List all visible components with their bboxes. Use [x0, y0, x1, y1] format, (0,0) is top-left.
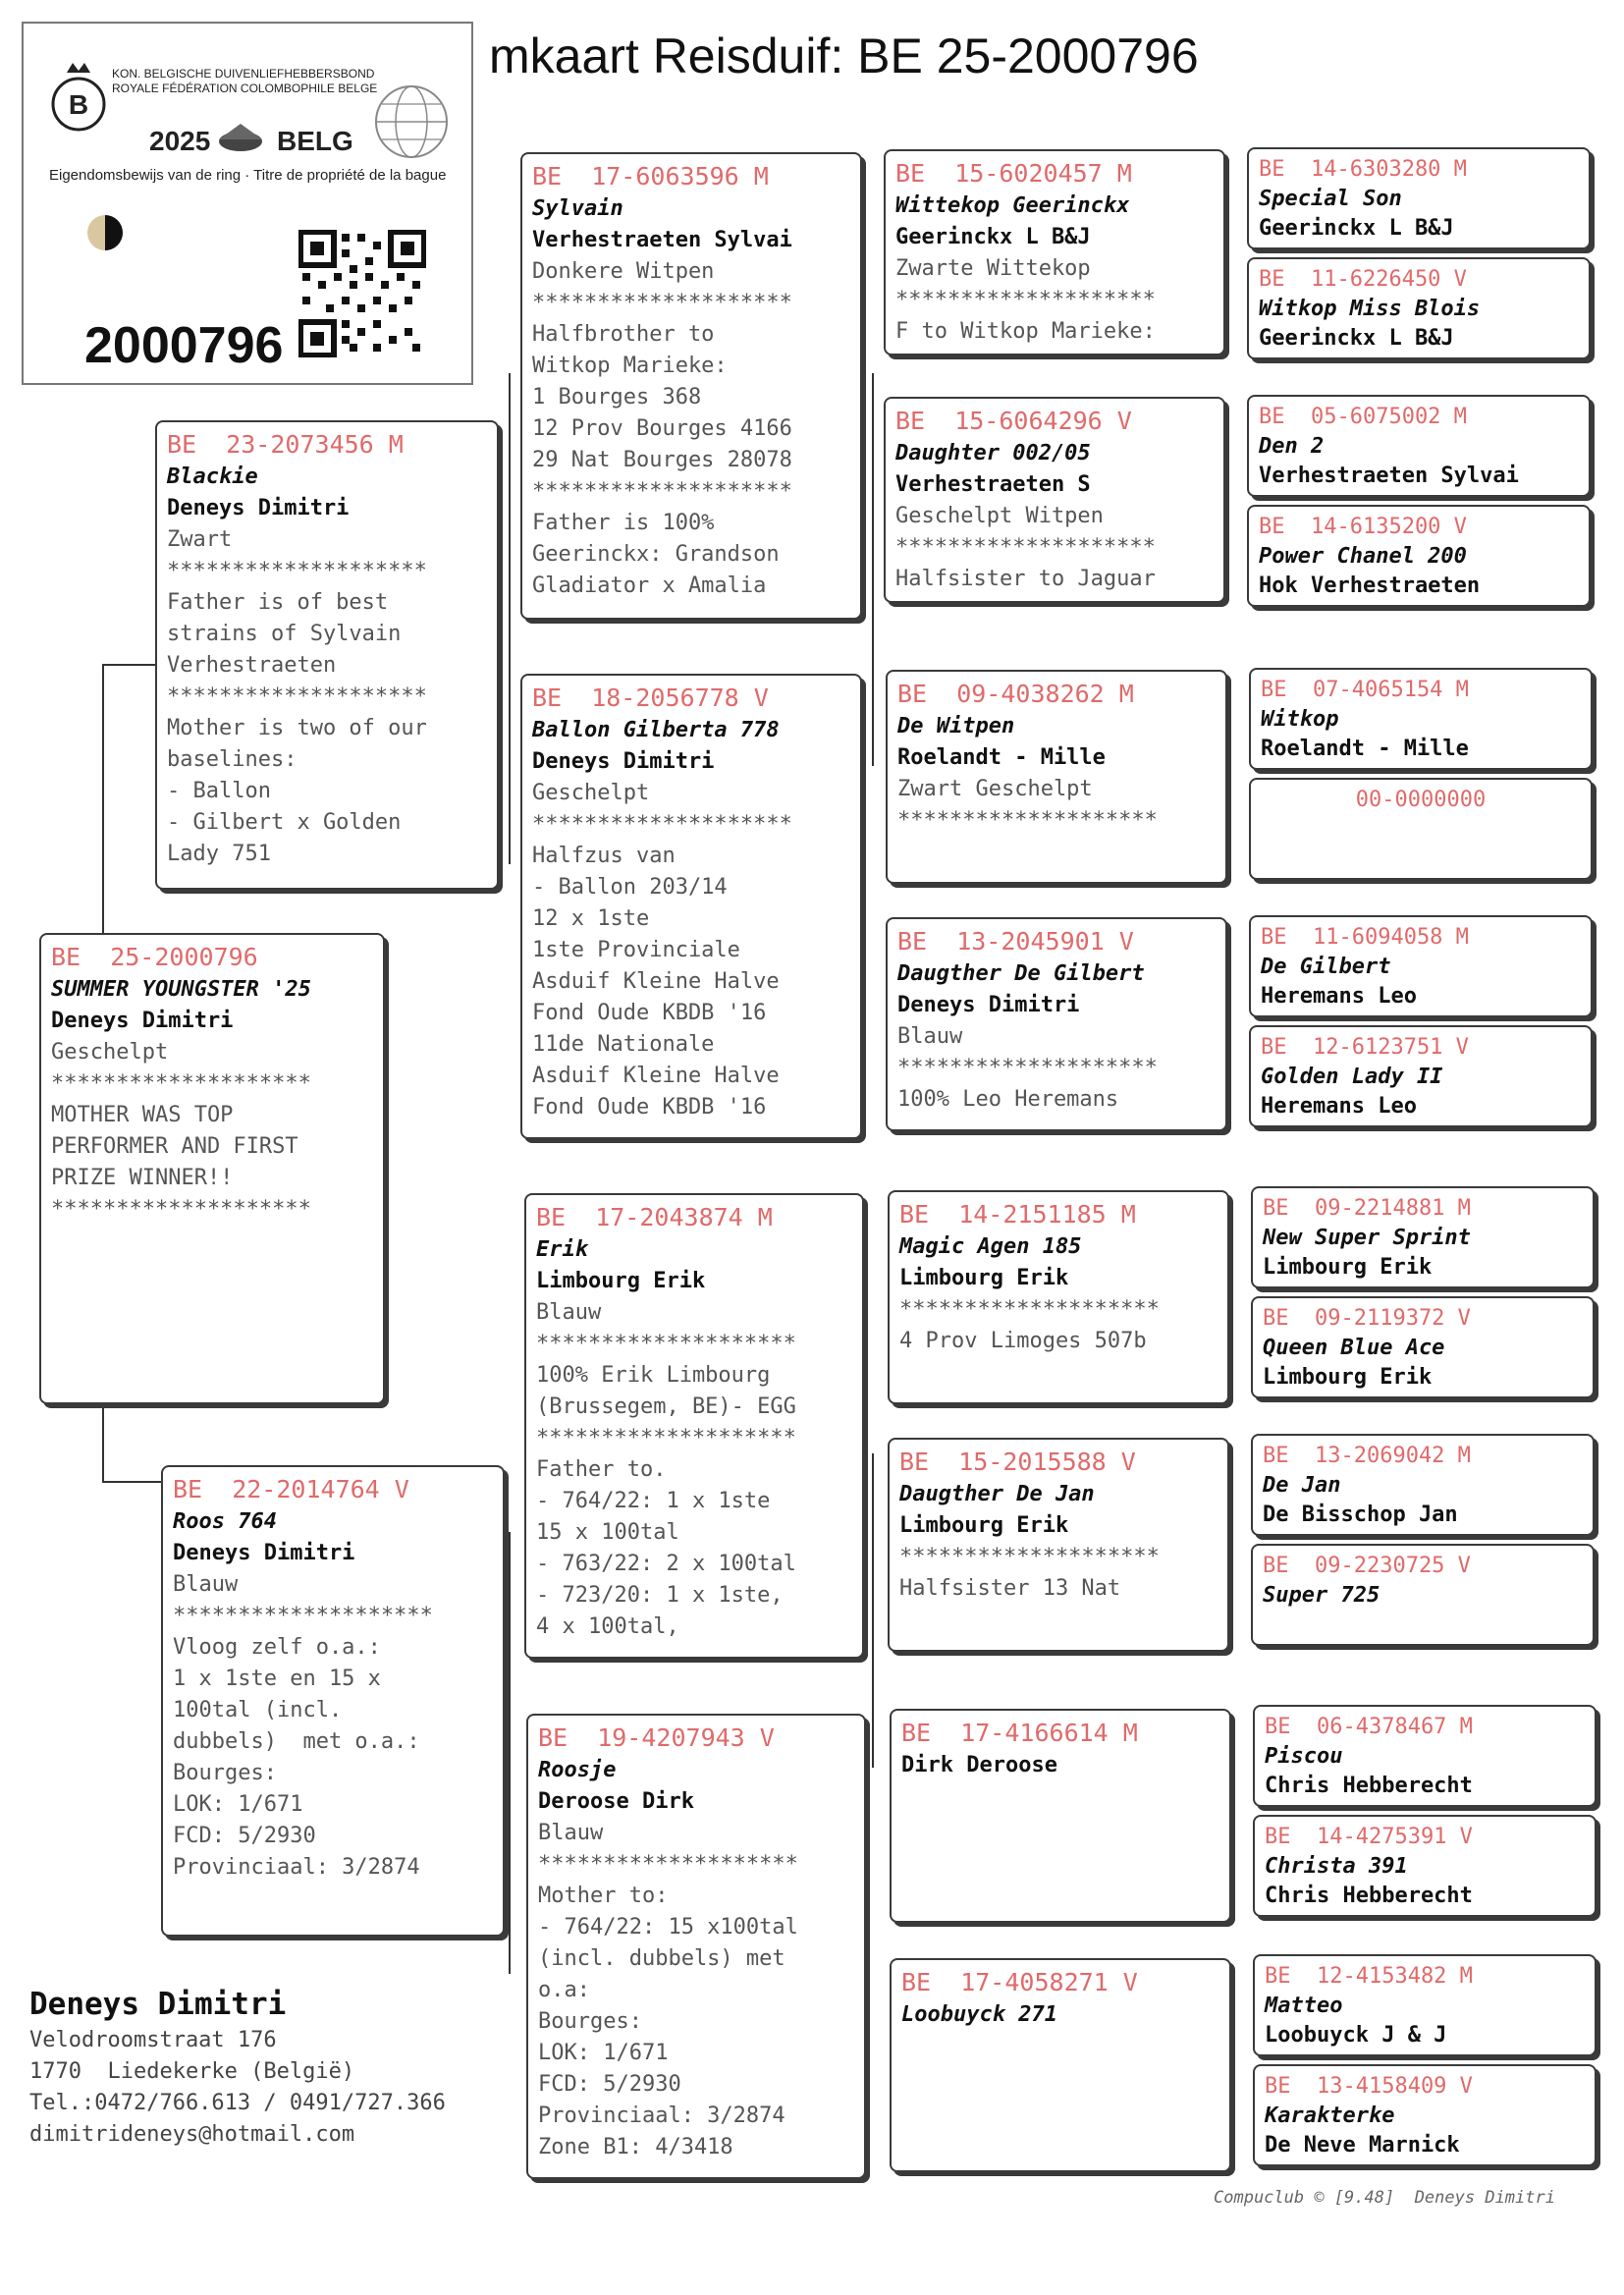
pigeon-name: Daugther De Gilbert — [897, 961, 1145, 986]
connector-line — [872, 1453, 874, 1768]
ring-number: BE 17-6063596 M — [532, 162, 769, 191]
pigeon-note: Geerinckx: Grandson — [532, 542, 780, 567]
pigeon-note: Bourges: — [538, 2009, 642, 2034]
pigeon-card-dam-dam — [526, 1714, 866, 2179]
pigeon-note: 11de Nationale — [532, 1032, 715, 1057]
pigeon-note: Lady 751 — [167, 842, 271, 866]
pigeon-note: ******************** — [167, 559, 427, 583]
ring-number: BE 19-4207943 V — [538, 1723, 775, 1752]
ring-number: BE 25-2000796 — [51, 943, 258, 971]
pigeon-owner: Deneys Dimitri — [897, 993, 1080, 1017]
pigeon-name: Sylvain — [532, 196, 623, 221]
pigeon-card-sire-dam — [520, 674, 862, 1139]
ring-number: BE 13-2045901 V — [897, 927, 1134, 956]
pigeon-card-gg-8 — [1249, 1025, 1593, 1127]
pigeon-name: Piscou — [1265, 1744, 1343, 1769]
ring-number: BE 14-6135200 V — [1259, 515, 1467, 539]
pigeon-name: Special Son — [1259, 187, 1402, 211]
pigeon-note: (Brussegem, BE)- EGG — [536, 1394, 796, 1419]
pigeon-card-sire — [155, 420, 499, 890]
ring-sticker-icon — [82, 210, 128, 255]
pigeon-owner: Deneys Dimitri — [532, 749, 715, 774]
pigeon-name: Wittekop Geerinckx — [895, 193, 1130, 218]
qr-code-icon — [298, 230, 426, 357]
pigeon-name: Roos 764 — [173, 1509, 277, 1534]
pigeon-name: De Gilbert — [1261, 955, 1391, 979]
pigeon-name: Witkop Miss Blois — [1259, 297, 1481, 321]
ring-number: BE 09-2214881 M — [1263, 1196, 1471, 1221]
pigeon-card-gg-6 — [1249, 778, 1593, 880]
ring-number: BE 09-4038262 M — [897, 680, 1134, 708]
pigeon-name: Super 725 — [1263, 1583, 1380, 1608]
pigeon-name: Power Chanel 200 — [1259, 544, 1467, 569]
pigeon-name: Daughter 002/05 — [895, 441, 1091, 465]
pigeon-card-dam — [161, 1465, 505, 1937]
pigeon-note: 15 x 100tal — [536, 1520, 679, 1545]
ring-number: BE 14-6303280 M — [1259, 157, 1467, 182]
pigeon-color: Blauw — [538, 1821, 604, 1845]
pigeon-note: PRIZE WINNER!! — [51, 1166, 234, 1190]
ring-number: 00-0000000 — [1355, 788, 1487, 812]
pigeon-note: PERFORMER AND FIRST — [51, 1134, 298, 1159]
pigeon-note: o.a: — [538, 1978, 590, 2002]
pigeon-owner: De Neve Marnick — [1265, 2133, 1460, 2158]
pigeon-note: 100% Leo Heremans — [897, 1087, 1119, 1112]
pigeon-note: Fond Oude KBDB '16 — [532, 1095, 767, 1120]
pigeon-name: Christa 391 — [1265, 1854, 1408, 1879]
pigeon-note: Father is 100% — [532, 511, 715, 535]
pigeon-note: Vloog zelf o.a.: — [173, 1635, 381, 1660]
pigeon-note: ******************** — [895, 288, 1156, 312]
pigeon-note: FCD: 5/2930 — [173, 1824, 316, 1848]
pigeon-card-sdd — [886, 917, 1227, 1131]
pigeon-note: Zone B1: 4/3418 — [538, 2135, 733, 2159]
pigeon-owner: Verhestraeten Sylvai — [1259, 464, 1519, 488]
pigeon-note: 100tal (incl. — [173, 1698, 343, 1722]
pigeon-owner: Roelandt - Mille — [897, 745, 1106, 770]
owner-phone: Tel.:0472/766.613 / 0491/727.366 — [29, 2091, 446, 2115]
ring-year: 2025 — [149, 126, 211, 156]
pigeon-note: ******************** — [532, 479, 792, 504]
pigeon-note: LOK: 1/671 — [173, 1792, 303, 1817]
pigeon-note: strains of Sylvain — [167, 622, 402, 646]
pigeon-owner: Limbourg Erik — [899, 1266, 1069, 1290]
pigeon-note: (incl. dubbels) met — [538, 1946, 785, 1971]
pigeon-name: Erik — [536, 1237, 588, 1262]
pigeon-note: Provinciaal: 3/2874 — [538, 2104, 785, 2128]
ring-subtitle: Eigendomsbewijs van de ring · Titre de propriété de la bague — [49, 167, 447, 184]
pigeon-name: Ballon Gilberta 778 — [532, 718, 780, 742]
federation-name — [112, 67, 377, 96]
pigeon-note: LOK: 1/671 — [538, 2041, 669, 2065]
pigeon-note: 100% Erik Limbourg — [536, 1363, 771, 1388]
pigeon-note: Mother is two of our — [167, 716, 427, 740]
pigeon-note: Halfbrother to — [532, 322, 715, 347]
pigeon-card-sss — [884, 149, 1225, 355]
pigeon-note: - 763/22: 2 x 100tal — [536, 1552, 796, 1576]
pigeon-card-gg-3 — [1247, 395, 1591, 497]
pigeon-card-dsd — [888, 1438, 1229, 1652]
ring-number: BE 12-4153482 M — [1265, 1964, 1473, 1989]
pigeon-note: ******************** — [51, 1197, 311, 1222]
pigeon-card-dss — [888, 1190, 1229, 1404]
ring-number: BE 18-2056778 V — [532, 683, 769, 712]
pigeon-note: 29 Nat Bourges 28078 — [532, 448, 792, 472]
pigeon-note: ******************** — [532, 812, 792, 837]
pigeon-note: - Ballon 203/14 — [532, 875, 728, 900]
pigeon-owner: Verhestraeten S — [895, 472, 1091, 497]
pigeon-name: Roosje — [538, 1758, 617, 1782]
pigeon-card-gg-11 — [1251, 1434, 1595, 1536]
pigeon-note: Asduif Kleine Halve — [532, 1064, 780, 1088]
pigeon-note: ******************** — [536, 1332, 796, 1356]
pigeon-name: Karakterke — [1265, 2104, 1395, 2128]
ring-number: BE 11-6226450 V — [1259, 267, 1467, 292]
owner-email[interactable]: dimitrideneys@hotmail.com — [29, 2122, 355, 2147]
connector-line — [872, 373, 874, 766]
ring-number: BE 13-2069042 M — [1263, 1444, 1471, 1468]
connector-line — [102, 1394, 104, 1483]
pigeon-name: De Jan — [1263, 1473, 1341, 1498]
pigeon-card-sire-sire — [520, 152, 862, 620]
pigeon-color: Geschelpt — [532, 781, 650, 805]
pigeon-color: Blauw — [536, 1300, 602, 1325]
pigeon-owner: Loobuyck J & J — [1265, 2023, 1447, 2048]
pigeon-card-ddd — [890, 1958, 1231, 2172]
pigeon-note: ******************** — [897, 808, 1158, 833]
ring-number: BE 12-6123751 V — [1261, 1035, 1469, 1060]
ring-number: BE 07-4065154 M — [1261, 678, 1469, 702]
svg-text:B: B — [68, 89, 89, 120]
pigeon-owner: Roelandt - Mille — [1261, 737, 1469, 761]
pigeon-note: - Gilbert x Golden — [167, 810, 402, 835]
pigeon-card-subject — [39, 933, 385, 1404]
federation-fr: ROYALE FÉDÉRATION COLOMBOPHILE BELGE — [112, 82, 378, 95]
pigeon-note: Asduif Kleine Halve — [532, 969, 780, 994]
pigeon-card-gg-16 — [1253, 2064, 1597, 2166]
pigeon-owner: Deneys Dimitri — [167, 496, 350, 520]
ring-number: BE 13-4158409 V — [1265, 2074, 1473, 2099]
pigeon-card-gg-14 — [1253, 1815, 1597, 1917]
pigeon-card-dam-sire — [524, 1193, 864, 1659]
globe-icon — [367, 82, 456, 161]
software-credit: Compuclub © [9.48] Deneys Dimitri — [1214, 2188, 1555, 2208]
kbdb-crest-icon — [49, 59, 108, 137]
pigeon-card-sds — [886, 670, 1227, 884]
pigeon-note: ******************** — [167, 684, 427, 709]
pigeon-note: Bourges: — [173, 1761, 277, 1785]
ring-number: BE 17-2043874 M — [536, 1203, 773, 1231]
ring-number: BE 22-2014764 V — [173, 1475, 409, 1503]
pigeon-note: ******************** — [899, 1297, 1160, 1322]
connector-line — [509, 1532, 511, 1974]
connector-line — [102, 664, 104, 939]
ring-number: BE 17-4058271 V — [901, 1968, 1138, 1996]
pigeon-card-dds — [890, 1709, 1231, 1923]
pigeon-note: ******************** — [173, 1604, 433, 1628]
ring-number: BE 09-2230725 V — [1263, 1554, 1471, 1578]
pigeon-note: Verhestraeten — [167, 653, 337, 678]
pigeon-note: Halfzus van — [532, 844, 676, 868]
ring-number: BE 15-6020457 M — [895, 159, 1132, 188]
pigeon-color: Zwarte Wittekop — [895, 256, 1091, 281]
pigeon-name: Witkop — [1261, 707, 1339, 732]
pigeon-name: De Witpen — [897, 714, 1015, 738]
owner-name: Deneys Dimitri — [29, 1987, 287, 2022]
pigeon-card-gg-10 — [1251, 1296, 1595, 1398]
pigeon-note: - Ballon — [167, 779, 271, 803]
pigeon-note: Halfsister to Jaguar — [895, 567, 1156, 591]
pigeon-note: ******************** — [532, 291, 792, 315]
pigeon-note: 12 x 1ste — [532, 906, 650, 931]
ring-number: BE 23-2073456 M — [167, 430, 404, 459]
pigeon-name: Daugther De Jan — [899, 1482, 1095, 1506]
pigeon-note: ******************** — [538, 1852, 798, 1877]
pigeon-color: Zwart — [167, 527, 233, 552]
pigeon-owner: Deneys Dimitri — [51, 1009, 234, 1033]
pigeon-note: Fond Oude KBDB '16 — [532, 1001, 767, 1025]
pigeon-note: Provinciaal: 3/2874 — [173, 1855, 420, 1880]
connector-line — [102, 664, 161, 666]
pigeon-color: Blauw — [173, 1572, 239, 1597]
pigeon-note: 4 x 100tal, — [536, 1614, 679, 1639]
connector-line — [102, 1481, 161, 1483]
pigeon-owner: Limbourg Erik — [536, 1269, 706, 1293]
pigeon-note: Father to. — [536, 1457, 667, 1482]
pigeon-owner: De Bisschop Jan — [1263, 1503, 1458, 1527]
pigeon-owner: Geerinckx L B&J — [895, 225, 1091, 249]
pigeon-owner: Geerinckx L B&J — [1259, 216, 1454, 241]
pigeon-card-gg-7 — [1249, 915, 1593, 1017]
pigeon-note: 1ste Provinciale — [532, 938, 740, 962]
ring-number: BE 09-2119372 V — [1263, 1306, 1471, 1331]
pigeon-note: ******************** — [895, 535, 1156, 560]
pigeon-owner: Dirk Deroose — [901, 1753, 1057, 1777]
federation-nl: KON. BELGISCHE DUIVENLIEFHEBBERSBOND — [112, 67, 375, 81]
pigeon-card-gg-13 — [1253, 1705, 1597, 1807]
pigeon-note: dubbels) met o.a.: — [173, 1729, 420, 1754]
pigeon-note: Mother to: — [538, 1884, 669, 1908]
pigeon-owner: Geerinckx L B&J — [1259, 326, 1454, 351]
ring-country: BELG — [277, 126, 353, 156]
pigeon-owner: Limbourg Erik — [1263, 1365, 1433, 1390]
pigeon-name: Queen Blue Ace — [1263, 1336, 1445, 1360]
pigeon-note: F to Witkop Marieke: — [895, 319, 1156, 344]
ring-number: BE 11-6094058 M — [1261, 925, 1469, 950]
pigeon-note: 12 Prov Bourges 4166 — [532, 416, 792, 441]
pigeon-note: ******************** — [899, 1545, 1160, 1569]
pigeon-name: Magic Agen 185 — [899, 1234, 1082, 1259]
pigeon-owner: Deroose Dirk — [538, 1789, 694, 1814]
pigeon-owner: Verhestraeten Sylvai — [532, 228, 792, 252]
pigeon-owner: Heremans Leo — [1261, 1094, 1417, 1119]
pigeon-color: Geschelpt — [51, 1040, 169, 1065]
pigeon-owner: Chris Hebberecht — [1265, 1774, 1473, 1798]
pigeon-name: Matteo — [1265, 1994, 1343, 2018]
pigeon-card-gg-4 — [1247, 505, 1591, 607]
connector-line — [509, 373, 511, 864]
pigeon-owner: Deneys Dimitri — [173, 1541, 355, 1565]
pigeon-note: MOTHER WAS TOP — [51, 1103, 234, 1127]
pigeon-color: Donkere Witpen — [532, 259, 715, 284]
pigeon-note: ******************** — [897, 1056, 1158, 1080]
ring-number: BE 14-2151185 M — [899, 1200, 1136, 1229]
pigeon-note: Halfsister 13 Nat — [899, 1576, 1121, 1601]
ring-certificate — [22, 22, 473, 385]
pigeon-card-ssd — [884, 397, 1225, 603]
ring-number: BE 14-4275391 V — [1265, 1825, 1473, 1849]
pigeon-owner: Limbourg Erik — [899, 1513, 1069, 1538]
pigeon-card-gg-2 — [1247, 257, 1591, 359]
pigeon-note: ******************** — [51, 1071, 311, 1096]
pigeon-owner: Limbourg Erik — [1263, 1255, 1433, 1280]
pigeon-note: baselines: — [167, 747, 298, 772]
ring-number: BE 15-6064296 V — [895, 407, 1132, 435]
page-title: mkaart Reisduif: BE 25-2000796 — [489, 28, 1199, 83]
owner-street: Velodroomstraat 176 — [29, 2028, 277, 2052]
pigeon-note: 1 x 1ste en 15 x — [173, 1667, 381, 1691]
pigeon-color: Zwart Geschelpt — [897, 777, 1093, 801]
pigeon-card-gg-9 — [1251, 1186, 1595, 1288]
pigeon-note: Father is of best — [167, 590, 389, 615]
pigeon-note: FCD: 5/2930 — [538, 2072, 681, 2097]
pigeon-note: 4 Prov Limoges 507b — [899, 1329, 1147, 1353]
pigeon-color: Geschelpt Witpen — [895, 504, 1104, 528]
pigeon-card-gg-5 — [1249, 668, 1593, 770]
pigeon-owner: Hok Verhestraeten — [1259, 574, 1481, 598]
ring-number: BE 05-6075002 M — [1259, 405, 1467, 429]
ring-number: BE 15-2015588 V — [899, 1448, 1136, 1476]
pigeon-note: Witkop Marieke: — [532, 354, 728, 378]
pigeon-color: Blauw — [897, 1024, 963, 1049]
pigeon-card-gg-15 — [1253, 1954, 1597, 2056]
pigeon-name: Den 2 — [1259, 434, 1325, 459]
pigeon-name: SUMMER YOUNGSTER '25 — [51, 977, 311, 1002]
pigeon-note: - 723/20: 1 x 1ste, — [536, 1583, 784, 1608]
pigeon-note: Gladiator x Amalia — [532, 574, 767, 598]
pigeon-note: ******************** — [536, 1426, 796, 1450]
pigeon-name: Loobuyck 271 — [901, 2002, 1057, 2027]
pigeon-owner: Heremans Leo — [1261, 984, 1417, 1009]
owner-city: 1770 Liedekerke (België) — [29, 2059, 355, 2084]
ring-number: 2000796 — [84, 317, 284, 374]
pigeon-card-gg-1 — [1247, 147, 1591, 249]
pigeon-note: 1 Bourges 368 — [532, 385, 702, 410]
pigeon-note: - 764/22: 15 x100tal — [538, 1915, 798, 1940]
pigeon-owner: Chris Hebberecht — [1265, 1884, 1473, 1908]
ring-number: BE 17-4166614 M — [901, 1719, 1138, 1747]
pigeon-icon — [215, 122, 266, 157]
pigeon-name: Blackie — [167, 464, 258, 489]
owner-contact — [29, 1984, 446, 2151]
pigeon-name: Golden Lady II — [1261, 1065, 1443, 1089]
pigeon-name: New Super Sprint — [1263, 1226, 1471, 1250]
pigeon-card-gg-12 — [1251, 1544, 1595, 1646]
pigeon-note: - 764/22: 1 x 1ste — [536, 1489, 771, 1513]
ring-number: BE 06-4378467 M — [1265, 1715, 1473, 1739]
